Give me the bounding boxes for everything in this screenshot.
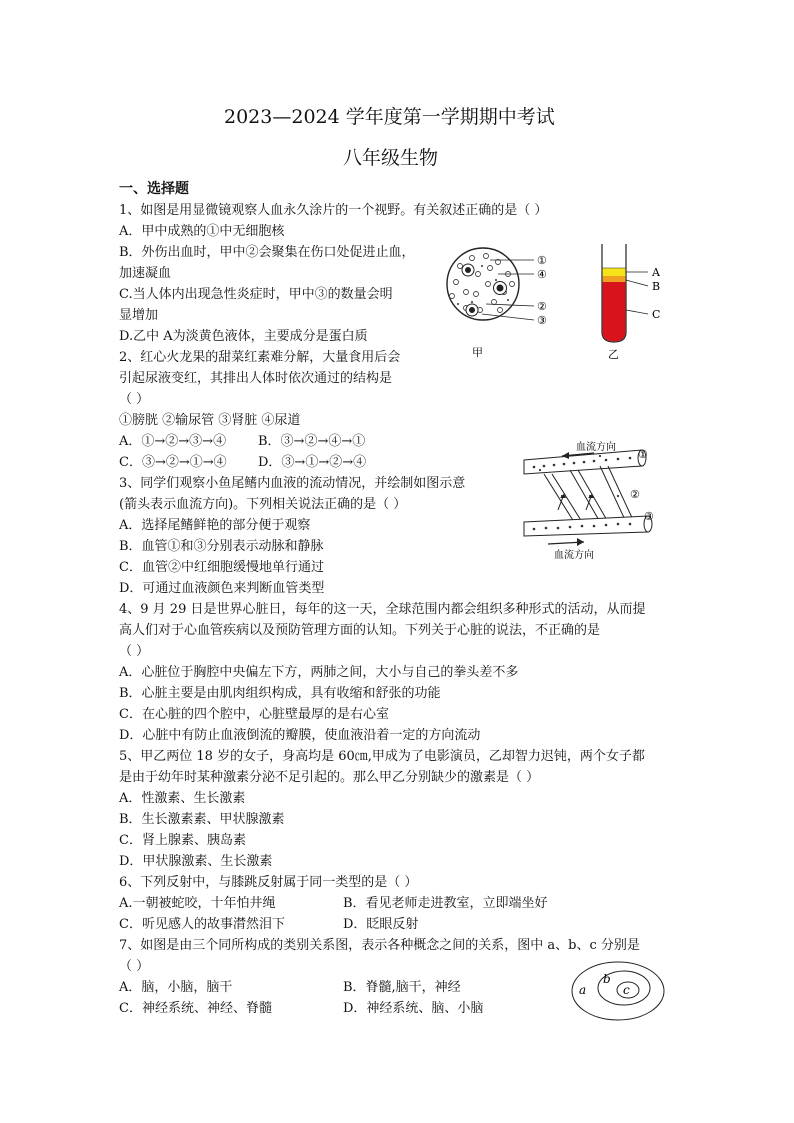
q6-option-d: D．眨眼反射: [343, 917, 419, 932]
circle-label-a: a: [579, 983, 587, 997]
q4-paren: （ ）: [119, 644, 150, 659]
q1-option-d: D.乙中 A为淡黄色液体，主要成分是蛋白质: [119, 329, 368, 344]
q2-stem-cont: 引起尿液变红，其排出人体时依次通过的结构是: [119, 371, 393, 386]
label-B: B: [652, 280, 661, 293]
q1-option-a: A．甲中成熟的①中无细胞核: [119, 224, 285, 239]
q4-option-a: A．心脏位于胸腔中央偏左下方，两肺之间，大小与自己的拳头差不多: [119, 665, 519, 680]
q4-option-c: C．在心脏的四个腔中，心脏壁最厚的是右心室: [119, 707, 389, 722]
circle-label-c: c: [623, 983, 630, 997]
q5-option-d: D．甲状腺激素、生长激素: [119, 854, 273, 869]
q5-stem: 5、甲乙两位 18 岁的女子，身高均是 60㎝,甲成为了电影演员，乙却智力迟钝，两个女子都: [119, 749, 645, 764]
flow-label-top: 血流方向: [576, 442, 616, 453]
q2-option-b: B．③→②→④→①: [258, 434, 366, 449]
q6-option-b: B．看见老师走进教室，立即端坐好: [343, 896, 548, 911]
exam-title: 2023—2024 学年度第一学期期中考试: [224, 106, 555, 128]
q2-stem: 2、红心火龙果的甜菜红素难分解，大量食用后会: [119, 350, 401, 365]
q5-option-c: C．肾上腺素、胰岛素: [119, 833, 246, 848]
q3-stem: 3、同学们观察小鱼尾鳍内血液的流动情况，并绘制如图示意: [119, 476, 466, 491]
q2-paren: （ ）: [119, 392, 150, 407]
q2-items: ①膀胱 ②输尿管 ③肾脏 ④尿道: [119, 413, 301, 428]
vessel-label-2: ②: [630, 488, 640, 501]
test-tube-figure: [590, 240, 670, 366]
label-1: ①: [537, 254, 547, 267]
label-2: ②: [537, 300, 547, 313]
q3-option-c: C．血管②中红细胞缓慢地单行通过: [119, 560, 324, 575]
q5-stem-cont: 是由于幼年时某种激素分泌不足引起的。那么甲乙分别缺少的激素是（ ）: [119, 770, 540, 785]
blood-vessel-figure: [514, 436, 664, 562]
q7-stem: 7、如图是由三个同所构成的类别关系图，表示各种概念之间的关系，图中 a、b、c 分别是: [119, 938, 640, 953]
q5-option-a: A．性激素、生长激素: [119, 791, 246, 806]
blood-smear-figure: [438, 244, 568, 364]
q6-stem: 6、下列反射中，与膝跳反射属于同一类型的是（ ）: [119, 875, 418, 890]
q5-option-b: B．生长激素素、甲状腺激素: [119, 812, 285, 827]
q7-option-a: A．脑，小脑，脑干: [119, 980, 233, 995]
q3-option-d: D．可通过血液颜色来判断血管类型: [119, 581, 325, 596]
q3-option-a: A．选择尾鳍鲜艳的部分便于观察: [119, 518, 311, 533]
q1-option-c-cont: 显增加: [119, 308, 159, 323]
section-heading: 一、选择题: [119, 181, 189, 197]
q4-stem-cont: 高人们对于心血管疾病以及预防管理方面的认知。下列关于心脏的说法，不正确的是: [119, 623, 601, 638]
q6-option-c: C．听见感人的故事潸然泪下: [119, 917, 285, 932]
nested-circles-figure: [568, 958, 668, 1024]
flow-label-bottom: 血流方向: [554, 550, 594, 561]
q7-option-d: D．神经系统、脑、小脑: [343, 1001, 484, 1016]
q1-stem: 1、如图是用显微镜观察人血永久涂片的一个视野。有关叙述正确的是（ ）: [119, 203, 548, 218]
q7-paren: （ ）: [119, 959, 150, 974]
q4-option-b: B．心脏主要是由肌肉组织构成，具有收缩和舒张的功能: [119, 686, 441, 701]
label-3: ③: [537, 314, 547, 327]
q7-option-c: C．神经系统、神经、脊髓: [119, 1001, 272, 1016]
label-A: A: [652, 266, 660, 279]
q3-stem-cont: (箭头表示血流方向)。下列相关说法正确的是（ ）: [119, 497, 407, 512]
q4-stem: 4、9 月 29 日是世界心脏日，每年的这一天，全球范围内都会组织多种形式的活动，从而提: [119, 602, 646, 617]
label-jia: 甲: [472, 346, 483, 359]
q1-option-b-cont: 加速凝血: [119, 266, 172, 281]
q2-option-c: C．③→②→①→④: [119, 455, 227, 470]
subject-title: 八年级生物: [343, 147, 439, 169]
q4-option-d: D．心脏中有防止血液倒流的瓣膜，使血液沿着一定的方向流动: [119, 728, 481, 743]
label-4: ④: [537, 268, 547, 281]
vessel-label-3: ③: [644, 510, 654, 523]
q3-option-b: B．血管①和③分别表示动脉和静脉: [119, 539, 324, 554]
vessel-label-1: ①: [638, 448, 648, 461]
q6-option-a: A.一朝被蛇咬，十年怕井绳: [119, 896, 276, 911]
q7-option-b: B．脊髓,脑干，神经: [343, 980, 461, 995]
circle-label-b: b: [603, 972, 611, 986]
q1-option-b: B．外伤出血时，甲中②会聚集在伤口处促进止血，: [119, 245, 415, 260]
q2-option-d: D．③→①→②→④: [258, 455, 367, 470]
label-yi: 乙: [608, 348, 619, 361]
q1-option-c: C.当人体内出现急性炎症时，甲中③的数量会明: [119, 287, 393, 302]
q2-option-a: A．①→②→③→④: [119, 434, 227, 449]
label-C: C: [652, 308, 661, 321]
